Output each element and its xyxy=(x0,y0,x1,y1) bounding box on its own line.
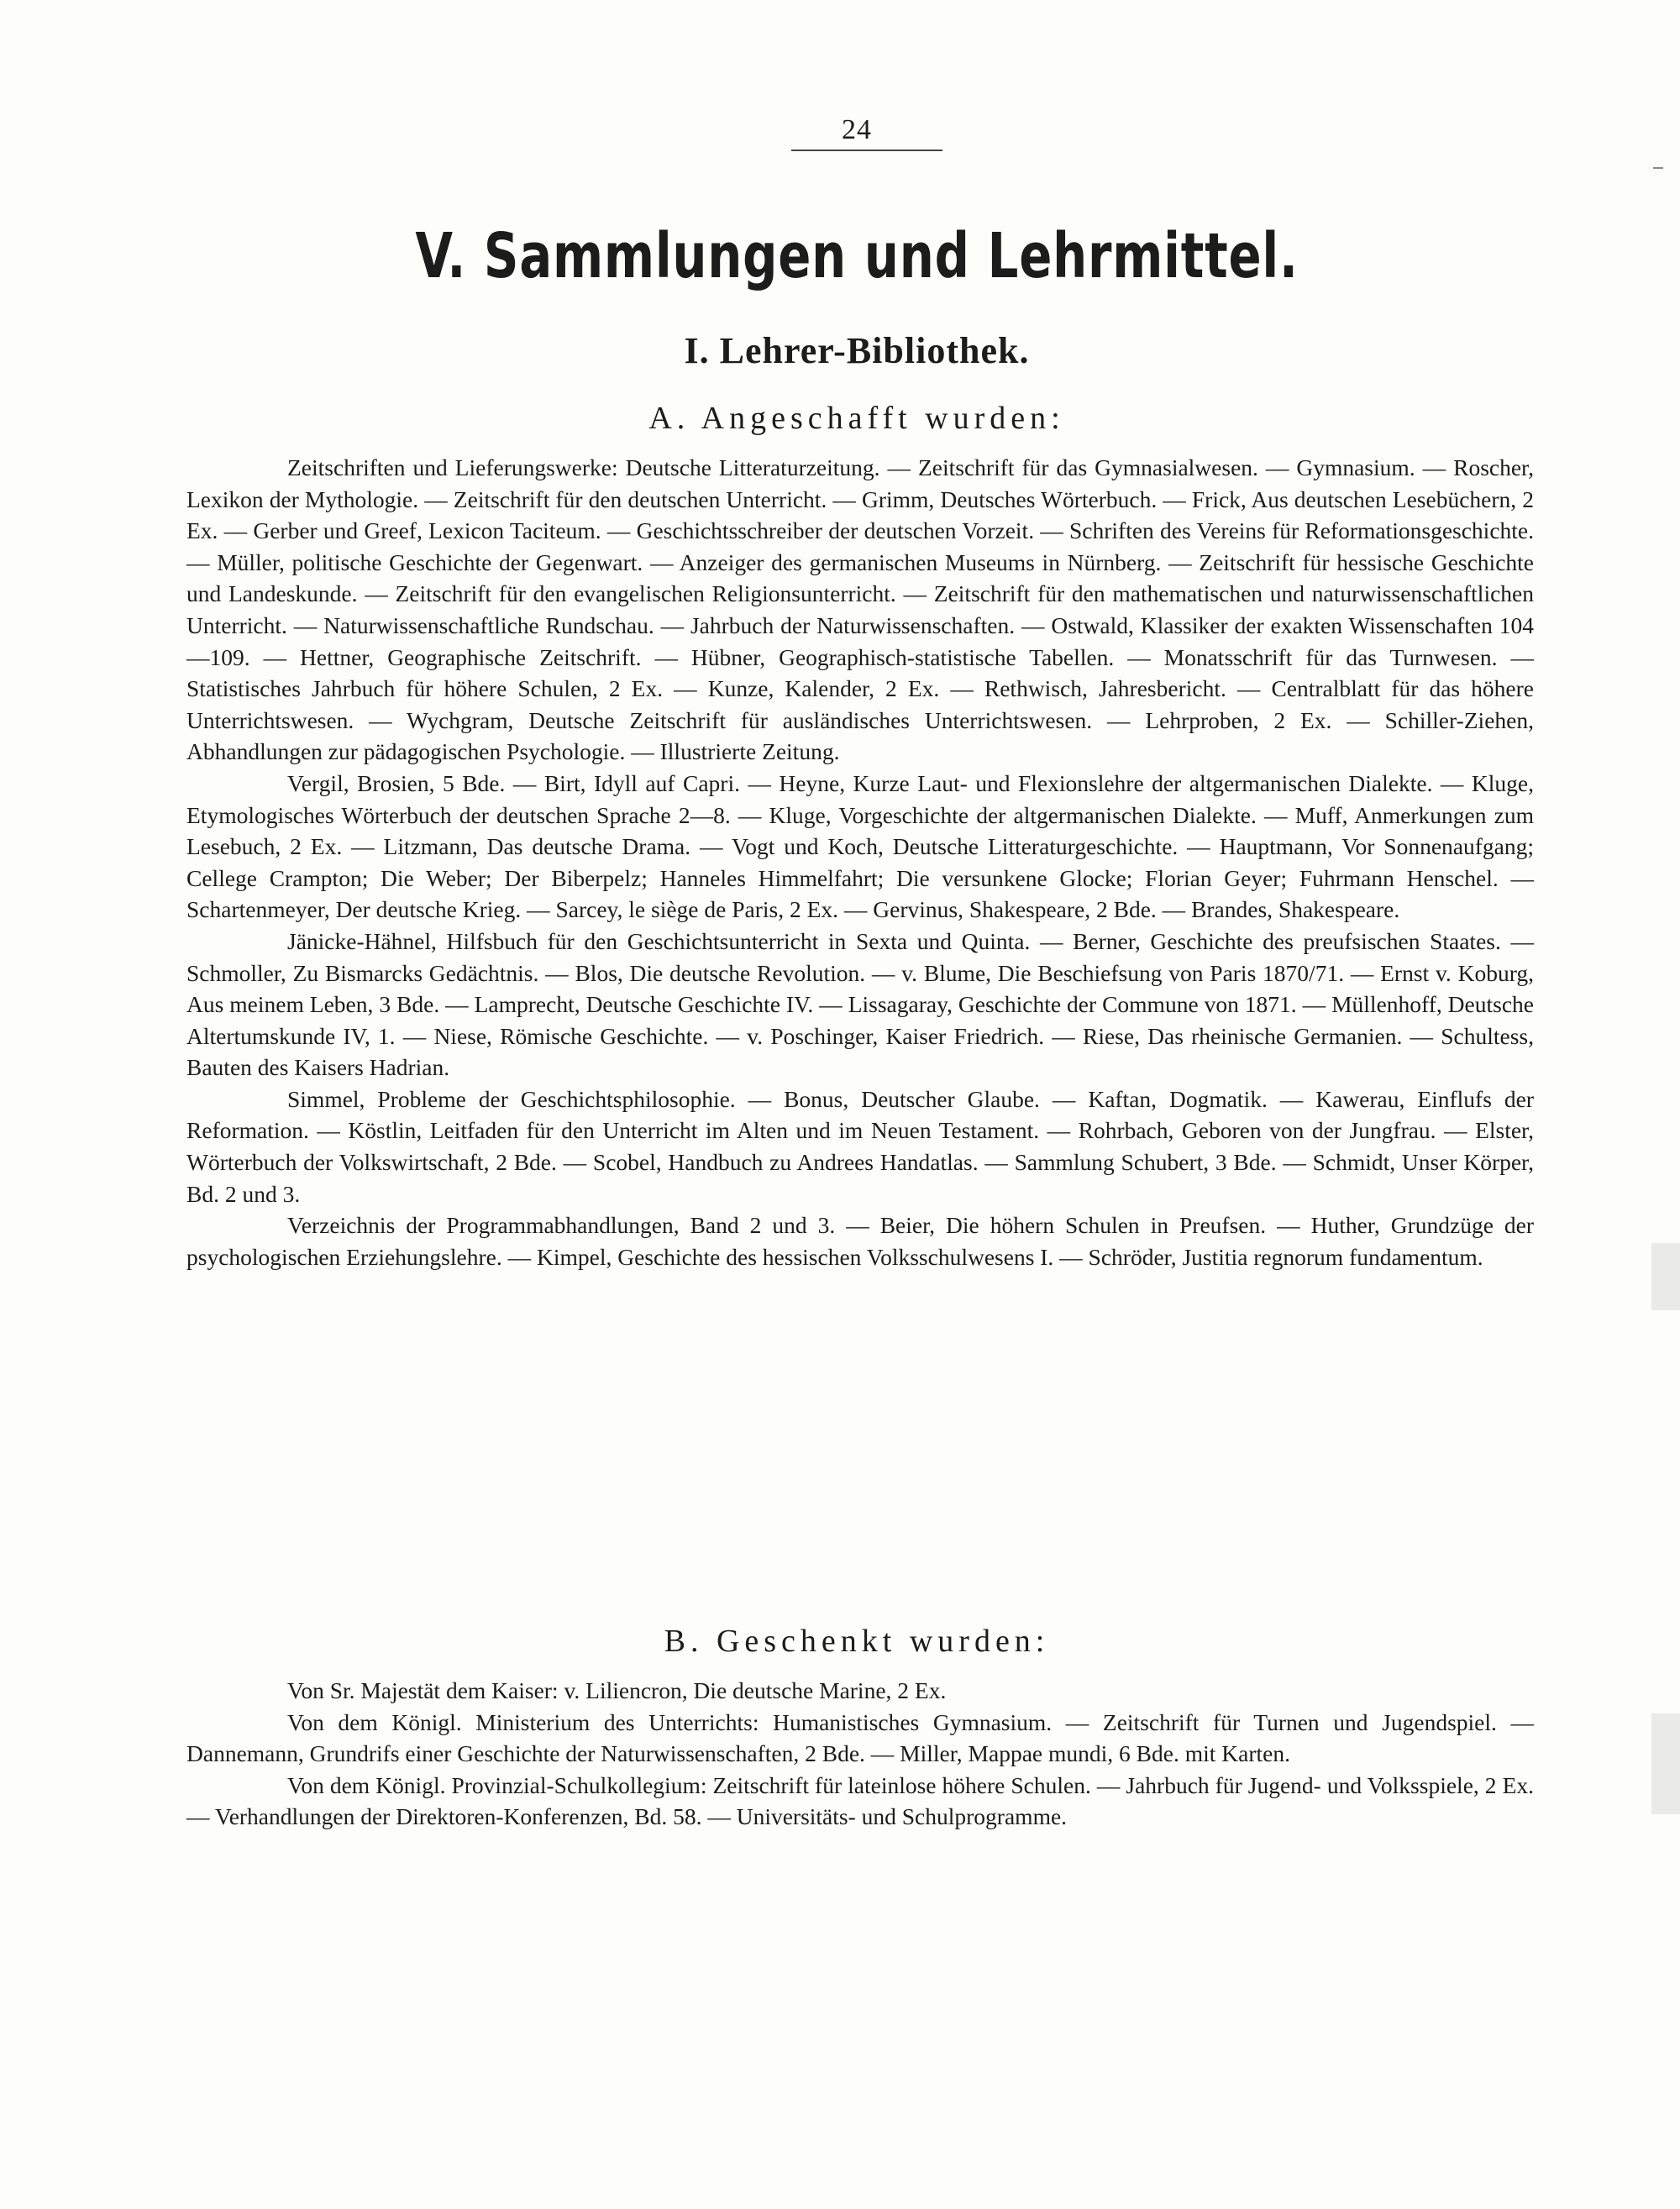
paragraph: Von Sr. Majestät dem Kaiser: v. Liliencron, Die deutsche Marine, 2 Ex. xyxy=(287,1677,947,1703)
subsection-heading-donated: B. Geschenkt wurden: xyxy=(664,1624,1050,1659)
acquired-list xyxy=(186,452,1534,1272)
page-number: 24 xyxy=(842,114,872,145)
paragraph: Verzeichnis der Programmabhandlungen, Band 2 und 3. — Beier, Die höhern Schulen in Preufsen. — Huther, Grundzüge der psychologischen Erziehungslehre. — Kimpel, Geschichte des hessischen Volksschulwesens I. — Schröder, Justitia regnorum fundamentum. xyxy=(186,1212,1534,1270)
section-title: I. Lehrer-Bibliothek. xyxy=(684,330,1030,371)
paragraph: Zeitschriften und Lieferungswerke: Deutsche Litteraturzeitung. — Zeitschrift für das Gymnasialwesen. — Gymnasium. — Roscher, Lexikon der Mythologie. — Zeitschrift für den deutschen Unterricht. — Grimm, Deutsches Wörterbuch. — Frick, Aus deutschen Lesebüchern, 2 Ex. — Gerber und Greef, Lexicon Taciteum. — Geschichtsschreiber der deutschen Vorzeit. — Schriften des Vereins für Reformationsgeschichte. — Müller, politische Geschichte der Gegenwart. — Anzeiger des germanischen Museums in Nürnberg. — Zeitschrift für hessische Geschichte und Landeskunde. — Zeitschrift für den evangelischen Religionsunterricht. — Zeitschrift für den mathematischen und naturwissenschaftlichen Unterricht. — Naturwissenschaftliche Rundschau. — Jahrbuch der Naturwissenschaften. — Ostwald, Klassiker der exakten Wissenschaften 104—109. — Hettner, Geographische Zeitschrift. — Hübner, Geographisch-statistische Tabellen. — Monatsschrift für das Turnwesen. — Statistisches Jahrbuch für höhere Schulen, 2 Ex. — Kunze, Kalender, 2 Ex. — Rethwisch, Jahresbericht. — Centralblatt für das höhere Unterrichtswesen. — Wychgram, Deutsche Zeitschrift für ausländisches Unterrichtswesen. — Lehrproben, 2 Ex. — Schiller-Ziehen, Abhandlungen zur pädagogischen Psychologie. — Illustrierte Zeitung. xyxy=(186,454,1534,765)
paragraph: Von dem Königl. Ministerium des Unterrichts: Humanistisches Gymnasium. — Zeitschrift für Turnen und Jugendspiel. — Dannemann, Grundrifs einer Geschichte der Naturwissenschaften, 2 Bde. — Miller, Mappae mundi, 6 Bde. mit Karten. xyxy=(186,1708,1534,1767)
bleed-through-shadow xyxy=(1651,1713,1680,1814)
paragraph: Vergil, Brosien, 5 Bde. — Birt, Idyll auf Capri. — Heyne, Kurze Laut- und Flexionslehre der altgermanischen Dialekte. — Kluge, Etymologisches Wörterbuch der deutschen Sprache 2—8. — Kluge, Vorgeschichte der altgermanischen Dialekte. — Muff, Anmerkungen zum Lesebuch, 2 Ex. — Litzmann, Das deutsche Drama. — Vogt und Koch, Deutsche Litteraturgeschichte. — Hauptmann, Vor Sonnenaufgang; Cellege Crampton; Die Weber; Der Biberpelz; Hanneles Himmelfahrt; Die versunkene Glocke; Florian Geyer; Fuhrmann Henschel. — Schartenmeyer, Der deutsche Krieg. — Sarcey, le siège de Paris, 2 Ex. — Gervinus, Shakespeare, 2 Bde. — Brandes, Shakespeare. xyxy=(186,769,1534,923)
paragraph: Jänicke-Hähnel, Hilfsbuch für den Geschichtsunterricht in Sexta und Quinta. — Berner, Geschichte des preufsischen Staates. — Schmoller, Zu Bismarcks Gedächtnis. — Blos, Die deutsche Revolution. — v. Blume, Die Beschiefsung von Paris 1870/71. — Ernst v. Koburg, Aus meinem Leben, 3 Bde. — Lamprecht, Deutsche Geschichte IV. — Lissagaray, Geschichte der Commune von 1871. — Müllenhoff, Deutsche Altertumskunde IV, 1. — Niese, Römische Geschichte. — v. Poschinger, Kaiser Friedrich. — Riese, Das rheinische Germanien. — Schultess, Bauten des Kaisers Hadrian. xyxy=(186,927,1534,1081)
paragraph: Simmel, Probleme der Geschichtsphilosophie. — Bonus, Deutscher Glaube. — Kaftan, Dogmatik. — Kawerau, Einflufs der Reformation. — Köstlin, Leitfaden für den Unterricht im Alten und im Neuen Testament. — Rohrbach, Geboren von der Jungfrau. — Elster, Wörterbuch der Volkswirtschaft, 2 Bde. — Scobel, Handbuch zu Andrees Handatlas. — Sammlung Schubert, 3 Bde. — Schmidt, Unser Körper, Bd. 2 und 3. xyxy=(186,1085,1534,1207)
chapter-heading: V. Sammlungen und Lehrmittel. xyxy=(415,220,1299,292)
paragraph: Von dem Königl. Provinzial-Schulkollegium: Zeitschrift für lateinlose höhere Schulen. — Jahrbuch für Jugend- und Volksspiele, 2 Ex. — Verhandlungen der Direktoren-Konferenzen, Bd. 58. — Universitäts- und Schulprogramme. xyxy=(186,1771,1534,1830)
margin-mark xyxy=(1653,167,1663,169)
bleed-through-shadow xyxy=(1651,1243,1680,1310)
page-number-rule xyxy=(791,150,942,151)
subsection-heading-acquired: A. Angeschafft wurden: xyxy=(648,401,1065,436)
donated-list xyxy=(186,1675,1534,1833)
